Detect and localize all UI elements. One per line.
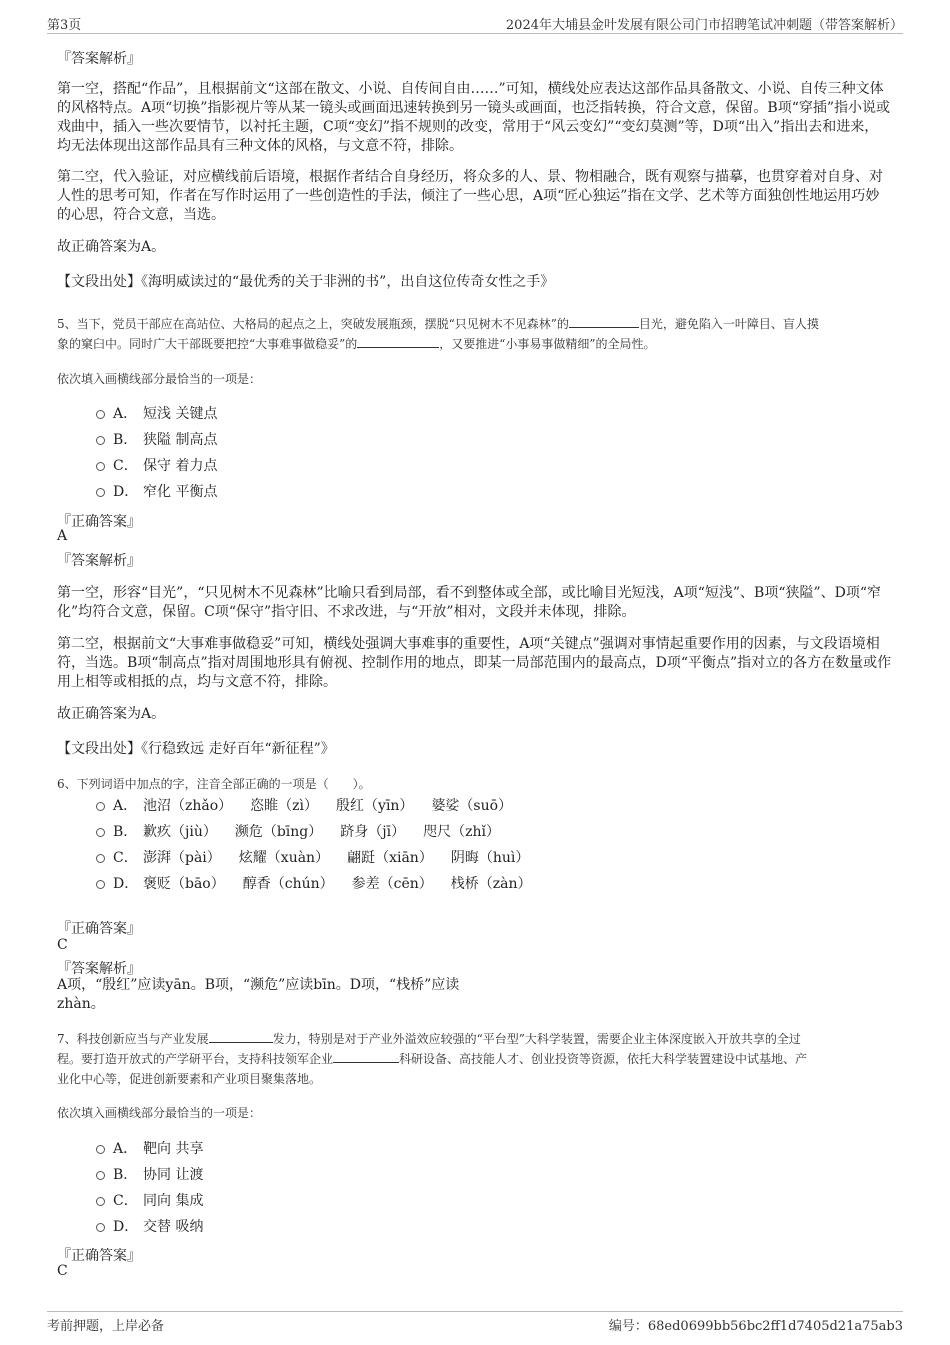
analysis-paragraph: 第二空，根据前文“大事难事做稳妥”可知，横线处强调大事难事的重要性，A项“关键点”强调对事情起重要作用的因素，与文段语境相符，当选。B项“制高点”指对周围地形具有俯视、控制作用的地点，即某一局部范围内的最高点，D项“平衡点”指对立的各方在数量或作用上相等或相抵的点，均与文意不符，排除。 (57, 636, 892, 690)
fill-blank (209, 1030, 273, 1043)
radio-icon[interactable] (96, 802, 105, 811)
analysis-tag: 『答案解析』 (57, 51, 141, 67)
correct-answer: A (57, 528, 68, 544)
footer-slogan: 考前押题，上岸必备 (47, 1319, 165, 1334)
option-b[interactable]: B． 狭隘 制高点 (96, 429, 217, 451)
option-a[interactable]: A． 池沼（zhǎo） 恣睢（zì） 殷红（yīn） 婆娑（suō） (96, 795, 512, 817)
option-d[interactable]: D． 交替 吸纳 (96, 1216, 203, 1238)
analysis-paragraph: 第二空，代入验证，对应横线前后语境，根据作者结合自身经历，将众多的人、景、物相融合，既有观察与描摹，也贯穿着对自身、对人性的思考可知，作者在写作时运用了一些创造性的手法，倾注了一些心思，A项“匠心独运”指在文学、艺术等方面独创性地运用巧妙的心思，符合文意，当选。 (57, 169, 883, 223)
analysis-paragraph: A项，“殷红”应读yān。B项，“濒危”应读bīn。D项，“栈桥”应读 (57, 977, 460, 993)
analysis-conclusion: 故正确答案为A。 (57, 706, 166, 722)
question-stem (57, 1029, 902, 1089)
radio-icon[interactable] (96, 1171, 105, 1180)
passage-source: 【文段出处】《行稳致远 走好百年“新征程”》 (57, 741, 335, 757)
analysis-conclusion: 故正确答案为A。 (57, 239, 166, 255)
analysis-tag: 『答案解析』 (57, 553, 141, 569)
option-d[interactable]: D． 窄化 平衡点 (96, 481, 217, 503)
question-hint: 依次填入画横线部分最恰当的一项是： (57, 1106, 262, 1120)
stem-text: 发力，特别是对于产业外溢效应较强的“平台型”大科学装置，需要企业主体深度嵌入开放共享的全过 (272, 1032, 801, 1046)
document-id: 编号：68ed0699bb56bc2ff1d7405d21a75ab3 (608, 1319, 903, 1334)
option-c[interactable]: C． 保守 着力点 (96, 455, 217, 477)
stem-text: 象的窠臼中。同时广大干部既要把控“大事难事做稳妥”的 (57, 337, 358, 351)
passage-source: 【文段出处】《海明威读过的“最优秀的关于非洲的书”，出自这位传奇女性之手》 (57, 274, 555, 290)
fill-blank (357, 335, 439, 348)
stem-text: 科研设备、高技能人才、创业投资等资源，依托大科学装置建设中试基地、产 (399, 1052, 808, 1066)
analysis-paragraph: 第一空，搭配“作品”，且根据前文“这部在散文、小说、自传间自由……”可知，横线处应表达这部作品具备散文、小说、自传三种文体的风格特点。A项“切换”指影视片等从某一镜头或画面迅速转换到另一镜头或画面，也泛指转换，符合文意，保留。B项“穿插”指小说或戏曲中，插入一些次要情节，以衬托主题，C项“变幻”指不规则的改变，常用于“风云变幻”“变幻莫测”等，D项“出入”指出去和进来，均无法体现出这部作品具有三种文体的风格，与文意不符，排除。 (57, 81, 891, 154)
option-a[interactable]: A． 靶向 共享 (96, 1138, 203, 1160)
stem-text: ，又要推进“小事易事做精细”的全局性。 (439, 337, 656, 351)
option-a[interactable]: A． 短浅 关键点 (96, 403, 217, 425)
radio-icon[interactable] (96, 410, 105, 419)
correct-answer: C (57, 937, 68, 953)
correct-answer: C (57, 1263, 68, 1279)
page-number: 第3页 (47, 18, 82, 33)
stem-text: 业化中心等，促进创新要素和产业项目聚集落地。 (57, 1072, 322, 1086)
option-b[interactable]: B． 歉疚（jiù） 濒危（bīng） 跻身（jī） 咫尺（zhǐ） (96, 821, 500, 843)
option-b[interactable]: B． 协同 让渡 (96, 1164, 203, 1186)
radio-icon[interactable] (96, 488, 105, 497)
analysis-tag: 『答案解析』 (57, 961, 141, 977)
correct-answer-tag: 『正确答案』 (57, 921, 141, 937)
option-c[interactable]: C． 同向 集成 (96, 1190, 203, 1212)
stem-text: 目光，避免陷入一叶障目、盲人摸 (638, 317, 819, 331)
radio-icon[interactable] (96, 828, 105, 837)
stem-text: 5、当下，党员干部应在高站位、大格局的起点之上，突破发展瓶颈，摆脱“只见树木不见森林”的 (57, 317, 569, 331)
document-title: 2024年大埔县金叶发展有限公司门市招聘笔试冲刺题（带答案解析） (505, 18, 903, 33)
correct-answer-tag: 『正确答案』 (57, 1248, 141, 1264)
analysis-paragraph: 第一空，形容“目光”，“只见树木不见森林”比喻只看到局部，看不到整体或全部，或比喻目光短浅，A项“短浅”、B项“狭隘”、D项“窄化”均符合文意，保留。C项“保守”指守旧、不求改进，与“开放”相对，文段并未体现，排除。 (57, 585, 882, 620)
option-d[interactable]: D． 褒贬（bāo） 醇香（chún） 参差（cēn） 栈桥（zàn） (96, 873, 532, 895)
correct-answer-tag: 『正确答案』 (57, 514, 141, 530)
stem-text: 7、科技创新应当与产业发展 (57, 1032, 209, 1046)
question-hint: 依次填入画横线部分最恰当的一项是： (57, 372, 262, 386)
page-footer (47, 1311, 903, 1335)
radio-icon[interactable] (96, 854, 105, 863)
question-stem: 6、下列词语中加点的字，注音全部正确的一项是（ ）。 (57, 777, 371, 791)
question-stem (57, 314, 902, 354)
option-c[interactable]: C． 澎湃（pài） 炫耀（xuàn） 翩跹（xiān） 阴晦（huì） (96, 847, 529, 869)
stem-text: 程。要打造开放式的产学研平台，支持科技领军企业 (57, 1052, 334, 1066)
fill-blank (569, 315, 639, 328)
analysis-paragraph: zhàn。 (57, 996, 105, 1012)
radio-icon[interactable] (96, 880, 105, 889)
radio-icon[interactable] (96, 1223, 105, 1232)
fill-blank (333, 1050, 399, 1063)
radio-icon[interactable] (96, 462, 105, 471)
radio-icon[interactable] (96, 1197, 105, 1206)
radio-icon[interactable] (96, 436, 105, 445)
page-header (47, 12, 903, 34)
radio-icon[interactable] (96, 1145, 105, 1154)
